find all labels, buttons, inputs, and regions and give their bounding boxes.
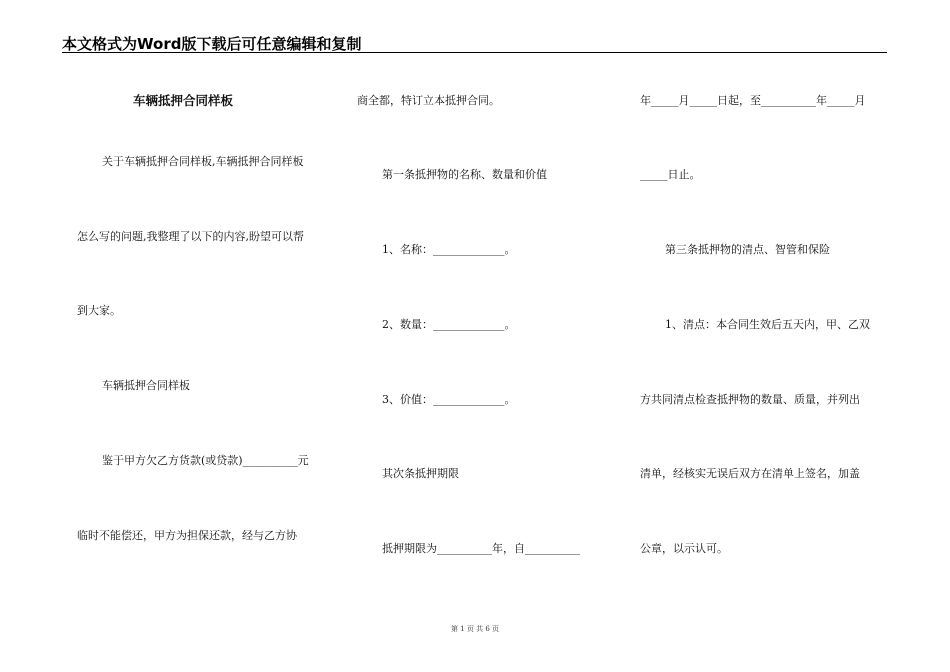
clause-line-2: 方共同清点检查抵押物的数量、质量，并列出 bbox=[640, 393, 860, 406]
body-line-1: 鉴于甲方欠乙方货款(或贷款)__________元 bbox=[102, 454, 309, 467]
column2-line-1: 商全都，特订立本抵押合同。 bbox=[357, 94, 500, 107]
body-line-2: 临时不能偿还，甲方为担保还款，经与乙方协 bbox=[77, 529, 297, 542]
period-line: 抵押期限为__________年，自__________ bbox=[382, 542, 580, 555]
document-title: 车辆抵押合同样板 bbox=[133, 93, 234, 108]
page-indicator: 第 1 页 共 6 页 bbox=[450, 625, 500, 633]
article3-title: 第三条抵押物的清点、智管和保险 bbox=[665, 243, 830, 256]
item-value-field: 3、价值：_____________。 bbox=[382, 393, 516, 406]
contract-subtitle: 车辆抵押合同样板 bbox=[102, 379, 190, 392]
article1-title: 第一条抵押物的名称、数量和价值 bbox=[382, 168, 547, 181]
document-banner: 本文格式为Word版下载后可任意编辑和复制 bbox=[62, 35, 362, 53]
intro-line-3: 到大家。 bbox=[77, 304, 121, 317]
date-line-1: 年_____月_____日起，至__________年_____月 bbox=[640, 94, 866, 107]
article2-title: 其次条抵押期限 bbox=[382, 467, 459, 480]
header-divider bbox=[62, 52, 887, 53]
intro-line-1: 关于车辆抵押合同样板,车辆抵押合同样板 bbox=[102, 155, 304, 168]
intro-line-2: 怎么写的问题,我整理了以下的内容,盼望可以帮 bbox=[77, 230, 304, 243]
item-quantity-field: 2、数量：_____________。 bbox=[382, 318, 516, 331]
clause-line-4: 公章，以示认可。 bbox=[640, 542, 728, 555]
date-line-2: _____日止。 bbox=[640, 168, 701, 181]
clause-line-3: 清单，经核实无误后双方在清单上签名，加盖 bbox=[640, 467, 860, 480]
item-name-field: 1、名称：_____________。 bbox=[382, 243, 516, 256]
clause-line-1: 1、清点：本合同生效后五天内，甲、乙双 bbox=[665, 318, 870, 331]
